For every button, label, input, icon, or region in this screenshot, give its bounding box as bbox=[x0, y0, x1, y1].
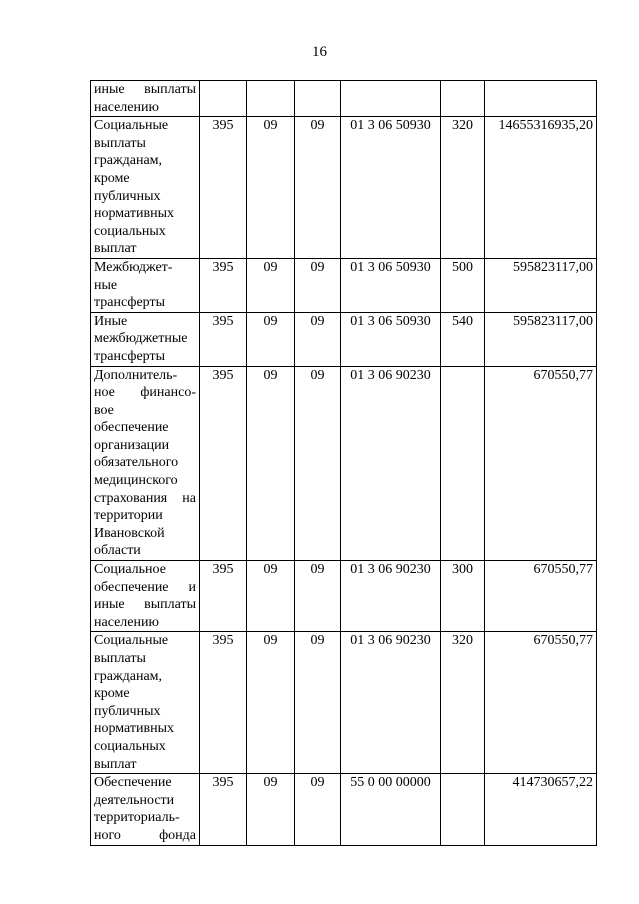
target-article-cell: 01 3 06 90230 bbox=[341, 632, 441, 774]
target-article-cell bbox=[341, 81, 441, 117]
item-name-line: кроме bbox=[94, 686, 130, 702]
item-name-line: трансферты bbox=[94, 295, 166, 311]
item-name-cell bbox=[91, 81, 200, 117]
item-name-line: территории bbox=[94, 508, 163, 524]
item-name-line: Дополнитель- bbox=[94, 367, 178, 383]
section-cell: 09 bbox=[247, 366, 295, 561]
table-row bbox=[91, 81, 597, 117]
item-name-line: обязательного bbox=[94, 455, 179, 471]
amount-cell: 414730657,22 bbox=[485, 774, 597, 845]
section-cell bbox=[247, 81, 295, 117]
item-name-line: медицинского bbox=[94, 473, 178, 489]
item-name-line: Социальные bbox=[94, 633, 169, 649]
amount-cell: 670550,77 bbox=[485, 561, 597, 632]
item-name-line: выплат bbox=[94, 241, 137, 257]
item-name-line: социальных bbox=[94, 223, 166, 239]
amount-cell: 595823117,00 bbox=[485, 258, 597, 312]
budget-code-cell: 395 bbox=[200, 366, 247, 561]
amount-cell: 670550,77 bbox=[485, 366, 597, 561]
item-name-line: нормативных bbox=[94, 721, 175, 737]
amount-cell: 14655316935,20 bbox=[485, 117, 597, 259]
amount-cell: 595823117,00 bbox=[485, 312, 597, 366]
target-article-cell: 01 3 06 50930 bbox=[341, 258, 441, 312]
item-name-line: страхования на bbox=[94, 490, 196, 506]
section-cell: 09 bbox=[247, 774, 295, 845]
item-name-line: кроме bbox=[94, 170, 130, 186]
budget-code-cell: 395 bbox=[200, 312, 247, 366]
table-row bbox=[91, 117, 597, 259]
amount-cell: 670550,77 bbox=[485, 632, 597, 774]
item-name-line: выплаты bbox=[94, 135, 146, 151]
section-cell: 09 bbox=[247, 632, 295, 774]
item-name-cell bbox=[91, 312, 200, 366]
item-name-line: Иные bbox=[94, 313, 128, 329]
item-name-line: организации bbox=[94, 437, 170, 453]
subsection-cell: 09 bbox=[295, 258, 341, 312]
item-name-line: трансферты bbox=[94, 348, 166, 364]
subsection-cell bbox=[295, 81, 341, 117]
subsection-cell: 09 bbox=[295, 366, 341, 561]
subsection-cell: 09 bbox=[295, 117, 341, 259]
item-name-line: иные выплаты bbox=[94, 597, 196, 613]
item-name-line: гражданам, bbox=[94, 153, 163, 169]
target-article-cell: 01 3 06 90230 bbox=[341, 366, 441, 561]
item-name-line: выплат bbox=[94, 756, 137, 772]
item-name-line: населению bbox=[94, 99, 159, 115]
item-name-line: Социальные bbox=[94, 118, 169, 134]
item-name-line: Обеспечение bbox=[94, 775, 172, 791]
item-name-line: обеспечение и bbox=[94, 579, 196, 595]
item-name-cell bbox=[91, 258, 200, 312]
item-name-line: обеспечение bbox=[94, 420, 169, 436]
item-name-line: ные bbox=[94, 277, 118, 293]
item-name-cell bbox=[91, 366, 200, 561]
table-row bbox=[91, 632, 597, 774]
subsection-cell: 09 bbox=[295, 312, 341, 366]
target-article-cell: 01 3 06 50930 bbox=[341, 117, 441, 259]
table-row bbox=[91, 312, 597, 366]
subsection-cell: 09 bbox=[295, 632, 341, 774]
budget-code-cell bbox=[200, 81, 247, 117]
item-name-line: иные выплаты bbox=[94, 82, 196, 97]
item-name-line: нормативных bbox=[94, 206, 175, 222]
expense-type-cell: 320 bbox=[441, 632, 485, 774]
item-name-line: выплаты bbox=[94, 651, 146, 666]
item-name-line: социальных bbox=[94, 738, 166, 754]
item-name-cell bbox=[91, 774, 200, 845]
item-name-line: межбюджетные bbox=[94, 331, 188, 347]
expense-type-cell bbox=[441, 774, 485, 845]
table-row bbox=[91, 258, 597, 312]
item-name-cell bbox=[91, 632, 200, 774]
budget-code-cell: 395 bbox=[200, 774, 247, 845]
item-name-line: Межбюджет- bbox=[94, 259, 173, 275]
table-row bbox=[91, 561, 597, 632]
item-name-line: деятельности bbox=[94, 792, 175, 808]
expense-type-cell bbox=[441, 81, 485, 117]
item-name-cell bbox=[91, 117, 200, 259]
target-article-cell: 55 0 00 00000 bbox=[341, 774, 441, 845]
section-cell: 09 bbox=[247, 258, 295, 312]
item-name-line: вое bbox=[94, 402, 114, 418]
expense-type-cell bbox=[441, 366, 485, 561]
budget-table bbox=[90, 80, 597, 846]
expense-type-cell: 320 bbox=[441, 117, 485, 259]
item-name-line: Социальное bbox=[94, 562, 166, 578]
section-cell: 09 bbox=[247, 117, 295, 259]
table-row bbox=[91, 774, 597, 845]
item-name-line: области bbox=[94, 543, 141, 559]
amount-cell bbox=[485, 81, 597, 117]
subsection-cell: 09 bbox=[295, 561, 341, 632]
item-name-cell bbox=[91, 561, 200, 632]
item-name-line: публичных bbox=[94, 188, 161, 204]
item-name-line: ное финансо- bbox=[94, 385, 196, 401]
subsection-cell: 09 bbox=[295, 774, 341, 845]
expense-type-cell: 300 bbox=[441, 561, 485, 632]
table-row bbox=[91, 366, 597, 561]
target-article-cell: 01 3 06 90230 bbox=[341, 561, 441, 632]
item-name-line: населению bbox=[94, 614, 159, 630]
budget-table-body bbox=[91, 81, 597, 846]
budget-code-cell: 395 bbox=[200, 258, 247, 312]
item-name-line: ного фонда bbox=[94, 827, 196, 843]
target-article-cell: 01 3 06 50930 bbox=[341, 312, 441, 366]
item-name-line: гражданам, bbox=[94, 668, 163, 684]
section-cell: 09 bbox=[247, 312, 295, 366]
page-number: 16 bbox=[312, 44, 327, 60]
budget-code-cell: 395 bbox=[200, 632, 247, 774]
expense-type-cell: 500 bbox=[441, 258, 485, 312]
expense-type-cell: 540 bbox=[441, 312, 485, 366]
budget-code-cell: 395 bbox=[200, 561, 247, 632]
budget-code-cell: 395 bbox=[200, 117, 247, 259]
section-cell: 09 bbox=[247, 561, 295, 632]
item-name-line: публичных bbox=[94, 703, 161, 719]
item-name-line: Ивановской bbox=[94, 525, 165, 541]
item-name-line: территориаль- bbox=[94, 810, 180, 826]
